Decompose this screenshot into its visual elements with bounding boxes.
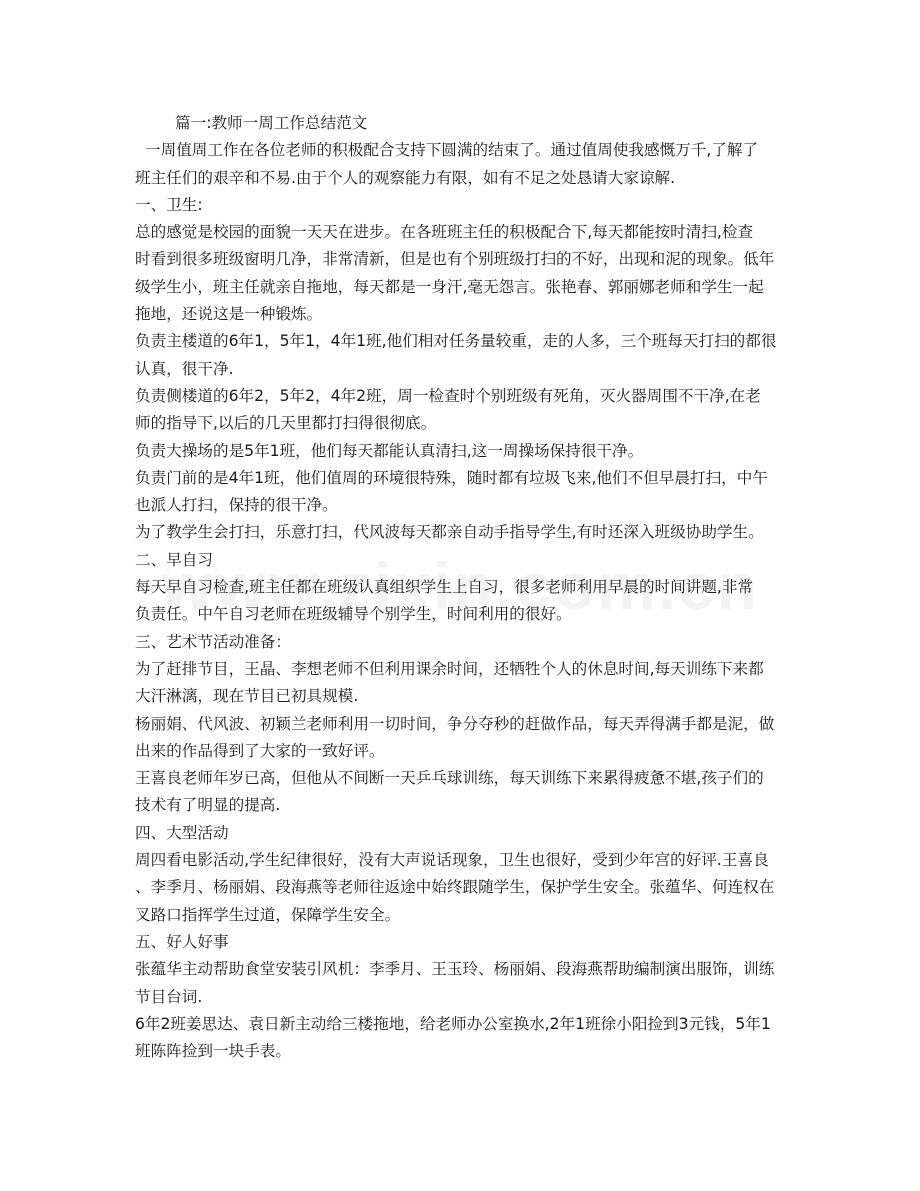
section-heading: 五、好人好事 <box>135 932 229 951</box>
section-heading: 二、早自习 <box>135 550 213 569</box>
paragraph-line: 、李季月、杨丽娟、段海燕等老师往返途中始终跟随学生，保护学生安全。张蕴华、何连权在 <box>135 878 775 897</box>
paragraph-line: 总的感觉是校园的面貌一天天在进步。在各班班主任的积极配合下,每天都能按时清扫,检查 <box>135 223 754 242</box>
paragraph-line: 负责门前的是4年1班，他们值周的环境很特殊，随时都有垃圾飞来,他们不但早晨打扫，中午 <box>135 468 768 487</box>
paragraph-line: 王喜良老师年岁已高，但他从不间断一天乒乓球训练，每天训练下来累得疲惫不堪,孩子们的 <box>135 769 764 788</box>
paragraph-line: 时看到很多班级窗明几净，非常清新，但是也有个别班级打扫的不好，出现和泥的现象。低年 <box>135 250 775 269</box>
paragraph-line: 一周值周工作在各位老师的积极配合支持下圆满的结束了。通过值周使我感慨万千,了解了 <box>145 141 759 160</box>
document-body <box>135 110 785 1065</box>
paragraph-line: 负责任。中午自习老师在班级辅导个别学生，时间利用的很好。 <box>135 605 572 624</box>
paragraph-line: 也派人打扫，保持的很干净。 <box>135 496 338 515</box>
paragraph-line: 大汗淋漓，现在节目已初具规模. <box>135 687 359 706</box>
paragraph-line: 为了教学生会打扫，乐意打扫，代风波每天都亲自动手指导学生,有时还深入班级协助学生。 <box>135 523 764 542</box>
paragraph-line: 级学生小，班主任就亲自拖地，每天都是一身汗,毫无怨言。张艳春、郭丽娜老师和学生一起 <box>135 277 764 296</box>
paragraph-line: 每天早自习检查,班主任都在班级认真组织学生上自习，很多老师利用早晨的时间讲题,非常 <box>135 578 754 597</box>
paragraph-line: 师的指导下,以后的几天里都打扫得很彻底。 <box>135 414 437 433</box>
document-title: 篇一:教师一周工作总结范文 <box>175 114 368 132</box>
paragraph-line: 负责侧楼道的6年2，5年2，4年2班，周一检查时个别班级有死角，灭火器周围不干净,在老 <box>135 386 761 405</box>
section-heading: 四、大型活动 <box>135 823 229 842</box>
section-heading: 一、卫生: <box>135 195 203 214</box>
paragraph-line: 周四看电影活动,学生纪律很好，没有大声说话现象，卫生也很好，受到少年宫的好评.王喜良 <box>135 851 769 870</box>
paragraph-line: 节目台词. <box>135 987 203 1006</box>
paragraph-line: 班陈阵捡到一块手表。 <box>135 1042 291 1061</box>
paragraph-line: 出来的作品得到了大家的一致好评。 <box>135 741 385 760</box>
section-heading: 三、艺术节活动准备： <box>135 632 291 651</box>
paragraph-line: 6年2班姜思达、袁日新主动给三楼拖地，给老师办公室换水,2年1班徐小阳捡到3元钱，5年1 <box>135 1014 771 1033</box>
paragraph-line: 叉路口指挥学生过道，保障学生安全。 <box>135 905 401 924</box>
paragraph-line: 为了赶排节目，王晶、李想老师不但利用课余时间，还牺牲个人的休息时间,每天训练下来都 <box>135 659 764 678</box>
paragraph-line: 负责主楼道的6年1，5年1，4年1班,他们相对任务量较重，走的人多，三个班每天打扫的都很 <box>135 332 777 351</box>
paragraph-line: 负责大操场的是5年1班，他们每天都能认真清扫,这一周操场保持很干净。 <box>135 441 644 460</box>
paragraph-line: 技术有了明显的提高. <box>135 796 281 815</box>
paragraph-line: 拖地，还说这是一种锻炼。 <box>135 305 323 324</box>
paragraph-line: 杨丽娟、代风波、初颖兰老师利用一切时间，争分夺秒的赶做作品，每天弄得满手都是泥，做 <box>135 714 775 733</box>
paragraph-line: 认真，很干净. <box>135 359 234 378</box>
paragraph-line: 班主任们的艰辛和不易.由于个人的观察能力有限，如有不足之处恳请大家谅解. <box>135 168 676 187</box>
paragraph-line: 张蕴华主动帮助食堂安装引风机：李季月、王玉玲、杨丽娟、段海燕帮助编制演出服饰，训练 <box>135 960 775 979</box>
